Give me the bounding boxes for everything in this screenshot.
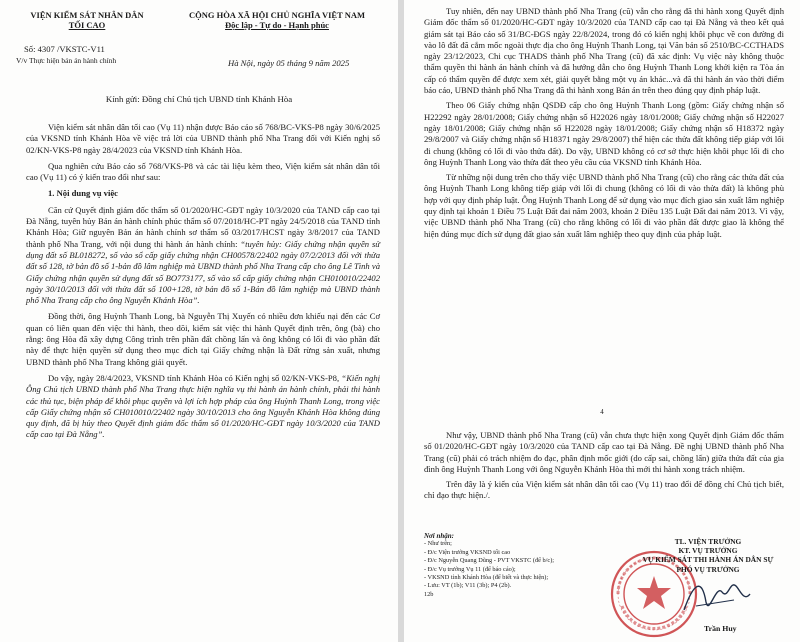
page2-body-top (424, 6, 784, 240)
intro-paragraph-2: Qua nghiên cứu Báo cáo số 768/VKS-P8 và các tài liệu kèm theo, Viện kiểm sát nhân dân tối cao (Vụ 11) có ý kiến trao đổi như sau: (26, 160, 380, 183)
paragraph-a: Tuy nhiên, đến nay UBND thành phố Nha Trang (cũ) vẫn cho rằng đã thi hành xong Quyết định Giám đốc thẩm số 01/2020/HC-GĐT ngày 10/3/2020 của TAND cấp cao tại Đà Nẵng và theo kết quả giám sát tại Báo cáo số 31/BC-ĐGS ngày 22/8/2024, trong đó có kiến nghị khôi phục về con đường đi vào lô đất đã cắm mốc ngoài thực địa cho ông Huỳnh Thanh Long, tại Văn bản số 2510/BC-CCTHADS ngày 23/12/2023, Chi cục THADS thành phố Nha Trang (cũ) đã xác định: Vụ việc này không thuộc thẩm quyền thi hành án hành chính và đã hướng dẫn cho ông Huỳnh Thanh Long khởi kiện ra Tòa án cấp có thẩm quyền để được xem xét, giải quyết bằng một vụ án khác...và đã thi hành án vào thời điểm báo cáo, UBND thành phố Nha Trang đã thi hành xong Bản án trên theo đúng quy định pháp luật. (424, 6, 784, 96)
case-paragraph: Căn cứ Quyết định giám đốc thẩm số 01/2020/HC-GĐT ngày 10/3/2020 của TAND cấp cao tại Đà Nẵng, tuyên hủy Bản án hành chính phúc thẩm số 07/2018/HC-PT ngày 24/5/2018 của TAND tỉnh Khánh Hòa; Giữ nguyên Bản án hành chính sơ thẩm số 03/2017/HCST ngày 3/8/2017 của TAND thành phố Nha Trang, với nội dung thi hành án hành chính: “tuyên hủy: Giấy chứng nhận quyền sử dụng đất số BL018272, số vào sổ cấp giấy chứng nhận CH00578/22402 ngày 07/2/2013 đối với thửa đất số 128, tờ bản đồ số 1-bản đồ lâm nghiệp mà UBND thành phố Nha Trang cấp cho ông Lê Tình và Giấy chứng nhận quyền sử dụng đất số BO773177, số vào sổ cấp giấy chứng nhận CH010010/22402 ngày 30/10/2013 đối với thửa đất số 100+128, tờ bản đồ số 1-Bản đồ lâm nghiệp mà UBND thành phố Nha Trang cấp cho ông Nguyễn Khánh Hòa”. (26, 204, 380, 306)
signature-block (616, 537, 800, 574)
intro-paragraph: Viện kiểm sát nhân dân tối cao (Vụ 11) nhận được Báo cáo số 768/BC-VKS-P8 ngày 30/6/2025 của VKSND tỉnh Khánh Hòa về việc trả lời của UBND thành phố Nha Trang đối với Kiến nghị số 02/KN-VKS-P8 ngày 28/4/2023 của VKSND tỉnh Khánh Hòa. (26, 122, 380, 155)
recipient-item: 12b (424, 590, 434, 598)
recipient-item: - Như trên; (424, 540, 452, 548)
sign-title-3: VỤ KIỂM SÁT THI HÀNH ÁN DÂN SỰ (642, 555, 774, 565)
national-motto: CỘNG HÒA XÃ HỘI CHỦ NGHĨA VIỆT NAM Độc lập - Tự do - Hạnh phúc (188, 10, 366, 30)
recipients-title: Nơi nhận: (424, 532, 455, 540)
paragraph-b: Theo 06 Giấy chứng nhận QSDĐ cấp cho ông Huỳnh Thanh Long (gồm: Giấy chứng nhận số H22292 ngày 28/01/2008; Giấy chứng nhận số H22026 ngày 18/01/2008; Giấy chứng nhận số H22027 ngày 18/01/2008; Giấy chứng nhận số H22028 ngày 18/01/2008; Giấy chứng nhận số H18372 ngày 29/8/2007 và Giấy chứng nhận số H18371 ngày 29/8/2007) thể hiện các thửa đất không tiếp giáp với lối đi chung (không có lối đi vào thửa đất). Do vậy, UBND không có cơ sở thực hiện khôi phục lối đi cho ông Huỳnh Thanh Long vào thửa đất theo yêu cầu của VKSND tỉnh Khánh Hòa. (424, 100, 784, 167)
paragraph-d: Như vậy, UBND thành phố Nha Trang (cũ) vẫn chưa thực hiện xong Quyết định Giám đốc thẩm số 01/2020/HC-GĐT ngày 10/3/2020 của TAND cấp cao tại Đà Nẵng. Đề nghị UBND thành phố Nha Trang (cũ) phải có trách nhiệm đo đạc, phân định mốc giới (do cấp sai, chồng lấn) giữa thửa đất của gia đình ông Huỳnh Thanh Long với ông Nguyễn Khánh Hòa thì mới thi hành xong trách nhiệm. (424, 430, 784, 474)
recommendation-paragraph: Do vậy, ngày 28/4/2023, VKSND tỉnh Khánh Hòa có Kiến nghị số 02/KN-VKS-P8, “Kiến nghị Ông Chủ tịch UBND thành phố Nha Trang thực hiện nghĩa vụ thi hành án hành chính, phải thi hành các thủ tục, biện pháp để khôi phục quyền và lợi ích hợp pháp của ông Huỳnh Thanh Long, trong việc cấp Giấy chứng nhận số CH010010/22402 ngày 30/10/2013 cho ông Nguyễn Khánh Hòa không đúng quy định, đã bị hủy theo Quyết định giám đốc thẩm số 01/2020/HC-GĐT ngày 10/3/2020 của TAND cấp cao tại Đà Nẵng”. (26, 372, 381, 440)
recipient-item: - VKSND tỉnh Khánh Hòa (để biết và thực hiện); (424, 574, 549, 582)
addressee: Kính gửi: Đồng chí Chủ tịch UBND tỉnh Khánh Hòa (105, 94, 293, 104)
sign-title-2: KT. VỤ TRƯỞNG (678, 546, 738, 556)
paragraph-e: Trên đây là ý kiến của Viện kiểm sát nhân dân tối cao (Vụ 11) trao đổi để đồng chí Chủ tịch biết, chỉ đạo thực hiện./. (424, 479, 784, 501)
recipient-item: - Đ/c Nguyễn Quang Dũng - PVT VKSTC (để b/c); (424, 557, 555, 565)
handwritten-signature-icon (676, 572, 756, 622)
document-subject: V/v Thực hiện bản án hành chính (16, 56, 117, 65)
recipient-item: - Đ/c Viện trưởng VKSND tối cao (424, 548, 511, 556)
paragraph-c: Từ những nội dung trên cho thấy việc UBND thành phố Nha Trang (cũ) cho rằng các thửa đất của ông Huỳnh Thanh Long không tiếp giáp với lối đi chung (không có lối đi vào thửa đất) là không phù hợp với quy định pháp luật. Ông Huỳnh Thanh Long để sử dụng vào mục đích giao sản xuất lâm nghiệp quy định tại khoản 1 Điều 75 Luật Đất đai năm 2003, khoản 2 Điều 135 Luật Đất đai năm 2013. Vì vậy, việc UBND thành phố Nha Trang (cũ) cho rằng không có lối đi vào phần đất được giao là không thể hiện đúng mục đích sử dụng đất giao sản xuất lâm nghiệp theo quy định của pháp luật. (424, 172, 784, 239)
document-page-2 (404, 0, 800, 642)
place-date: Hà Nội, ngày 05 tháng 9 năm 2025 (228, 58, 350, 68)
page1-body (26, 122, 380, 441)
sign-title-1: TL. VIỆN TRƯỞNG (674, 537, 742, 546)
sign-title-4: PHÓ VỤ TRƯỞNG (676, 564, 740, 574)
section-heading: 1. Nội dung vụ việc (48, 188, 118, 199)
page2-body-bottom (424, 430, 784, 502)
complaint-paragraph: Đồng thời, ông Huỳnh Thanh Long, bà Nguyễn Thị Xuyến có nhiều đơn khiếu nại đến các Cơ quan có liên quan đến việc thi hành, theo dõi, kiểm sát việc thi hành Quyết định trên, ông (bà) cho rằng: ông Hòa đã xây dựng Công trình trên phần đất chồng lấn và ông không có lối đi vào phần đất này để thực hiện quyền sử dụng theo mục đích tại Giấy chứng nhận là Đất rừng sản xuất, nhưng UBND thành phố Nha Trang không giải quyết. (26, 311, 380, 367)
page-number: 4 (600, 408, 604, 416)
agency-name: VIỆN KIỂM SÁT NHÂN DÂN TỐI CAO (30, 10, 144, 30)
recipients-list (424, 532, 604, 599)
recipient-item: - Đ/c Vụ trưởng Vụ 11 (để báo cáo); (424, 565, 516, 573)
document-page-1 (0, 0, 398, 642)
signer-name: Trần Huy (704, 624, 737, 633)
document-number: Số: 4307 /VKSTC-V11 (24, 44, 105, 54)
recipient-item: - Lưu: VT (1b); V11 (3b); P4 (2b). (424, 582, 512, 590)
